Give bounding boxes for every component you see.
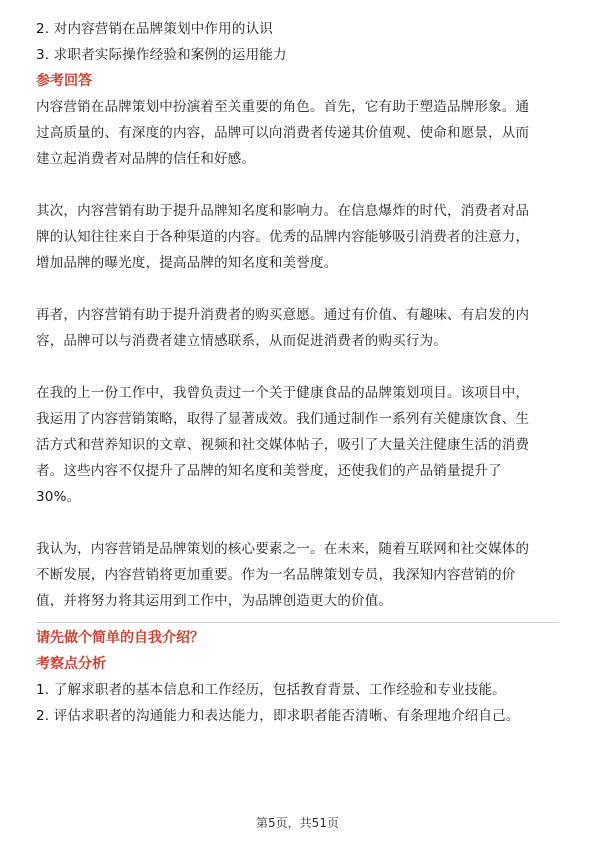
- text-line: 活方式和营养知识的文章、视频和社交媒体帖子，吸引了大量关注健康生活的消费: [36, 437, 530, 453]
- text-line: 我认为，内容营销是品牌策划的核心要素之一。在未来，随着互联网和社交媒体的: [36, 541, 530, 557]
- text-line: 过高质量的、有深度的内容，品牌可以向消费者传递其价值观、使命和愿景，从而: [36, 125, 530, 141]
- text-line: 增加品牌的曝光度，提高品牌的知名度和美誉度。: [36, 255, 338, 271]
- text-line: 值，并将努力将其运用到工作中，为品牌创造更大的价值。: [36, 593, 393, 609]
- text-line: 我运用了内容营销策略，取得了显著成效。我们通过制作一系列有关健康饮食、生: [36, 411, 530, 427]
- paragraph-3: [36, 302, 559, 354]
- text-line: 其次，内容营销有助于提升品牌知名度和影响力。在信息爆炸的时代，消费者对品: [36, 203, 530, 219]
- text-line: 容，品牌可以与消费者建立情感联系，从而促进消费者的购买行为。: [36, 333, 447, 349]
- list-item: 3. 求职者实际操作经验和案例的运用能力: [36, 47, 287, 63]
- document-page: [36, 16, 559, 729]
- text-line: 建立起消费者对品牌的信任和好感。: [36, 151, 256, 167]
- page-footer: 第5页，共51页: [256, 816, 339, 830]
- paragraph-2: [36, 198, 559, 276]
- list-item: 2. 评估求职者的沟通能力和表达能力，即求职者能否清晰、有条理地介绍自己。: [36, 708, 520, 724]
- answer-heading: 参考回答: [36, 73, 92, 89]
- analysis-heading: 考察点分析: [36, 656, 106, 672]
- section-divider: [36, 622, 559, 623]
- analysis-list: [36, 677, 559, 729]
- text-line: 在我的上一份工作中，我曾负责过一个关于健康食品的品牌策划项目。该项目中，: [36, 385, 530, 401]
- paragraph-5: [36, 536, 559, 614]
- text-line: 再者，内容营销有助于提升消费者的购买意愿。通过有价值、有趣味、有启发的内: [36, 307, 530, 323]
- question-heading: 请先做个简单的自我介绍？: [36, 630, 204, 646]
- paragraph-1: [36, 94, 559, 172]
- text-line: 30%。: [36, 489, 81, 505]
- text-line: 者。这些内容不仅提升了品牌的知名度和美誉度，还使我们的产品销量提升了: [36, 463, 502, 479]
- text-line: 不断发展，内容营销将更加重要。作为一名品牌策划专员，我深知内容营销的价: [36, 567, 516, 583]
- top-list: [36, 16, 559, 68]
- list-item: 2. 对内容营销在品牌策划中作用的认识: [36, 21, 273, 37]
- list-item: 1. 了解求职者的基本信息和工作经历，包括教育背景、工作经验和专业技能。: [36, 682, 506, 698]
- text-line: 牌的认知往往来自于各种渠道的内容。优秀的品牌内容能够吸引消费者的注意力，: [36, 229, 530, 245]
- text-line: 内容营销在品牌策划中扮演着至关重要的角色。首先，它有助于塑造品牌形象。通: [36, 99, 530, 115]
- paragraph-4: [36, 380, 559, 510]
